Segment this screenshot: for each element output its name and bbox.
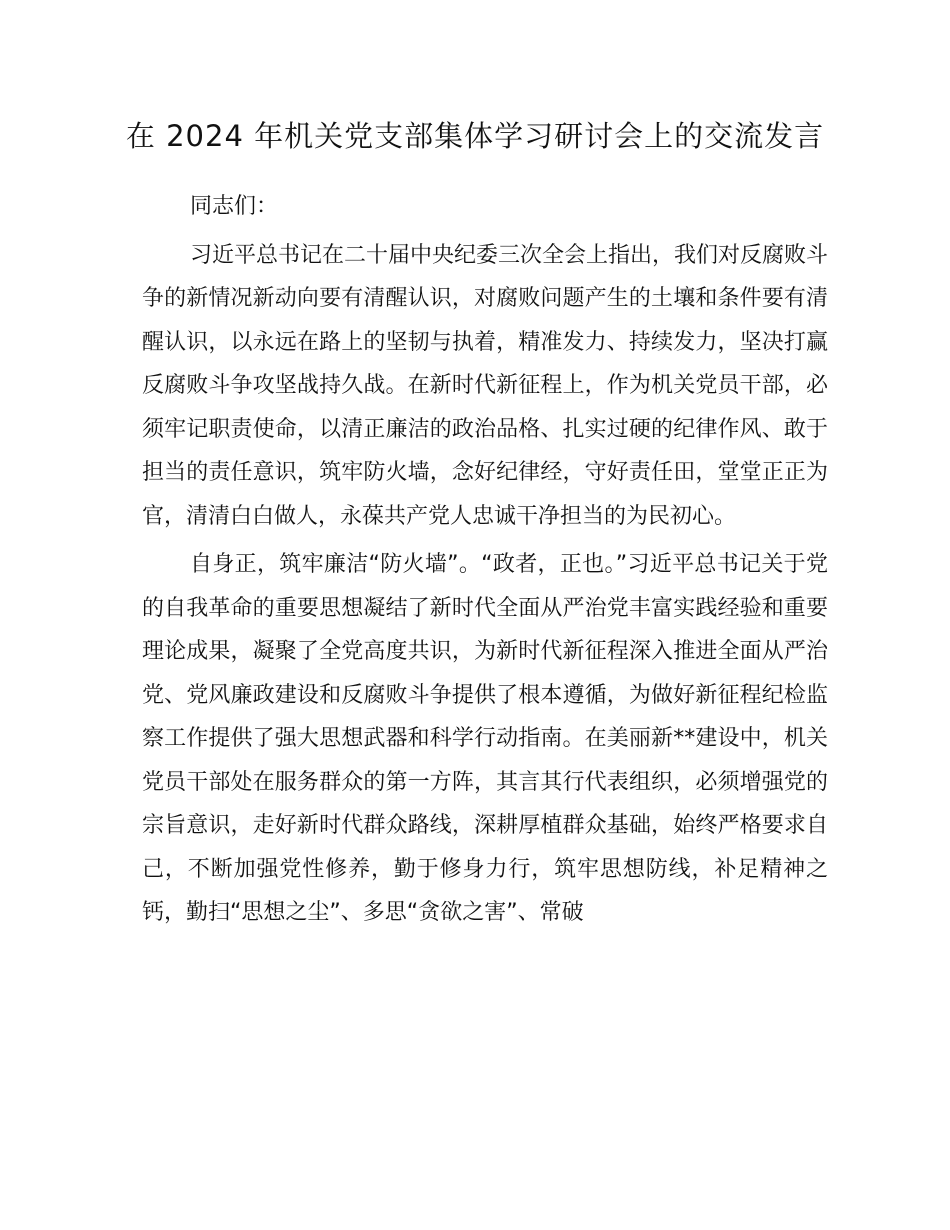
document-title: 在 2024 年机关党支部集体学习研讨会上的交流发言 bbox=[125, 119, 825, 153]
salutation: 同志们： bbox=[190, 194, 279, 219]
paragraph-1: 习近平总书记在二十届中央纪委三次全会上指出，我们对反腐败斗争的新情况新动向要有清醒认识，对腐败问题产生的土壤和条件要有清醒认识，以永远在路上的坚韧与执着，精准发力、持续发力，坚决打赢反腐败斗争攻坚战持久战。在新时代新征程上，作为机关党员干部，必须牢记职责使命，以清正廉洁的政治品格、扎实过硬的纪律作风、敢于担当的责任意识，筑牢防火墙，念好纪律经，守好责任田，堂堂正正为官，清清白白做人，永葆共产党人忠诚干净担当的为民初心。 bbox=[142, 242, 829, 529]
document-body bbox=[142, 185, 828, 935]
paragraph-2: 自身正，筑牢廉洁“防火墙”。“政者，正也。”习近平总书记关于党的自我革命的重要思想凝结了新时代全面从严治党丰富实践经验和重要理论成果，凝聚了全党高度共识，为新时代新征程深入推进全面从严治党、党风廉政建设和反腐败斗争提供了根本遵循，为做好新征程纪检监察工作提供了强大思想武器和科学行动指南。在美丽新**建设中，机关党员干部处在服务群众的第一方阵，其言其行代表组织，必须增强党的宗旨意识，走好新时代群众路线，深耕厚植群众基础，始终严格要求自己，不断加强党性修养，勤于修身力行，筑牢思想防线，补足精神之钙，勤扫“思想之尘”、多思“贪欲之害”、常破 bbox=[142, 552, 828, 925]
